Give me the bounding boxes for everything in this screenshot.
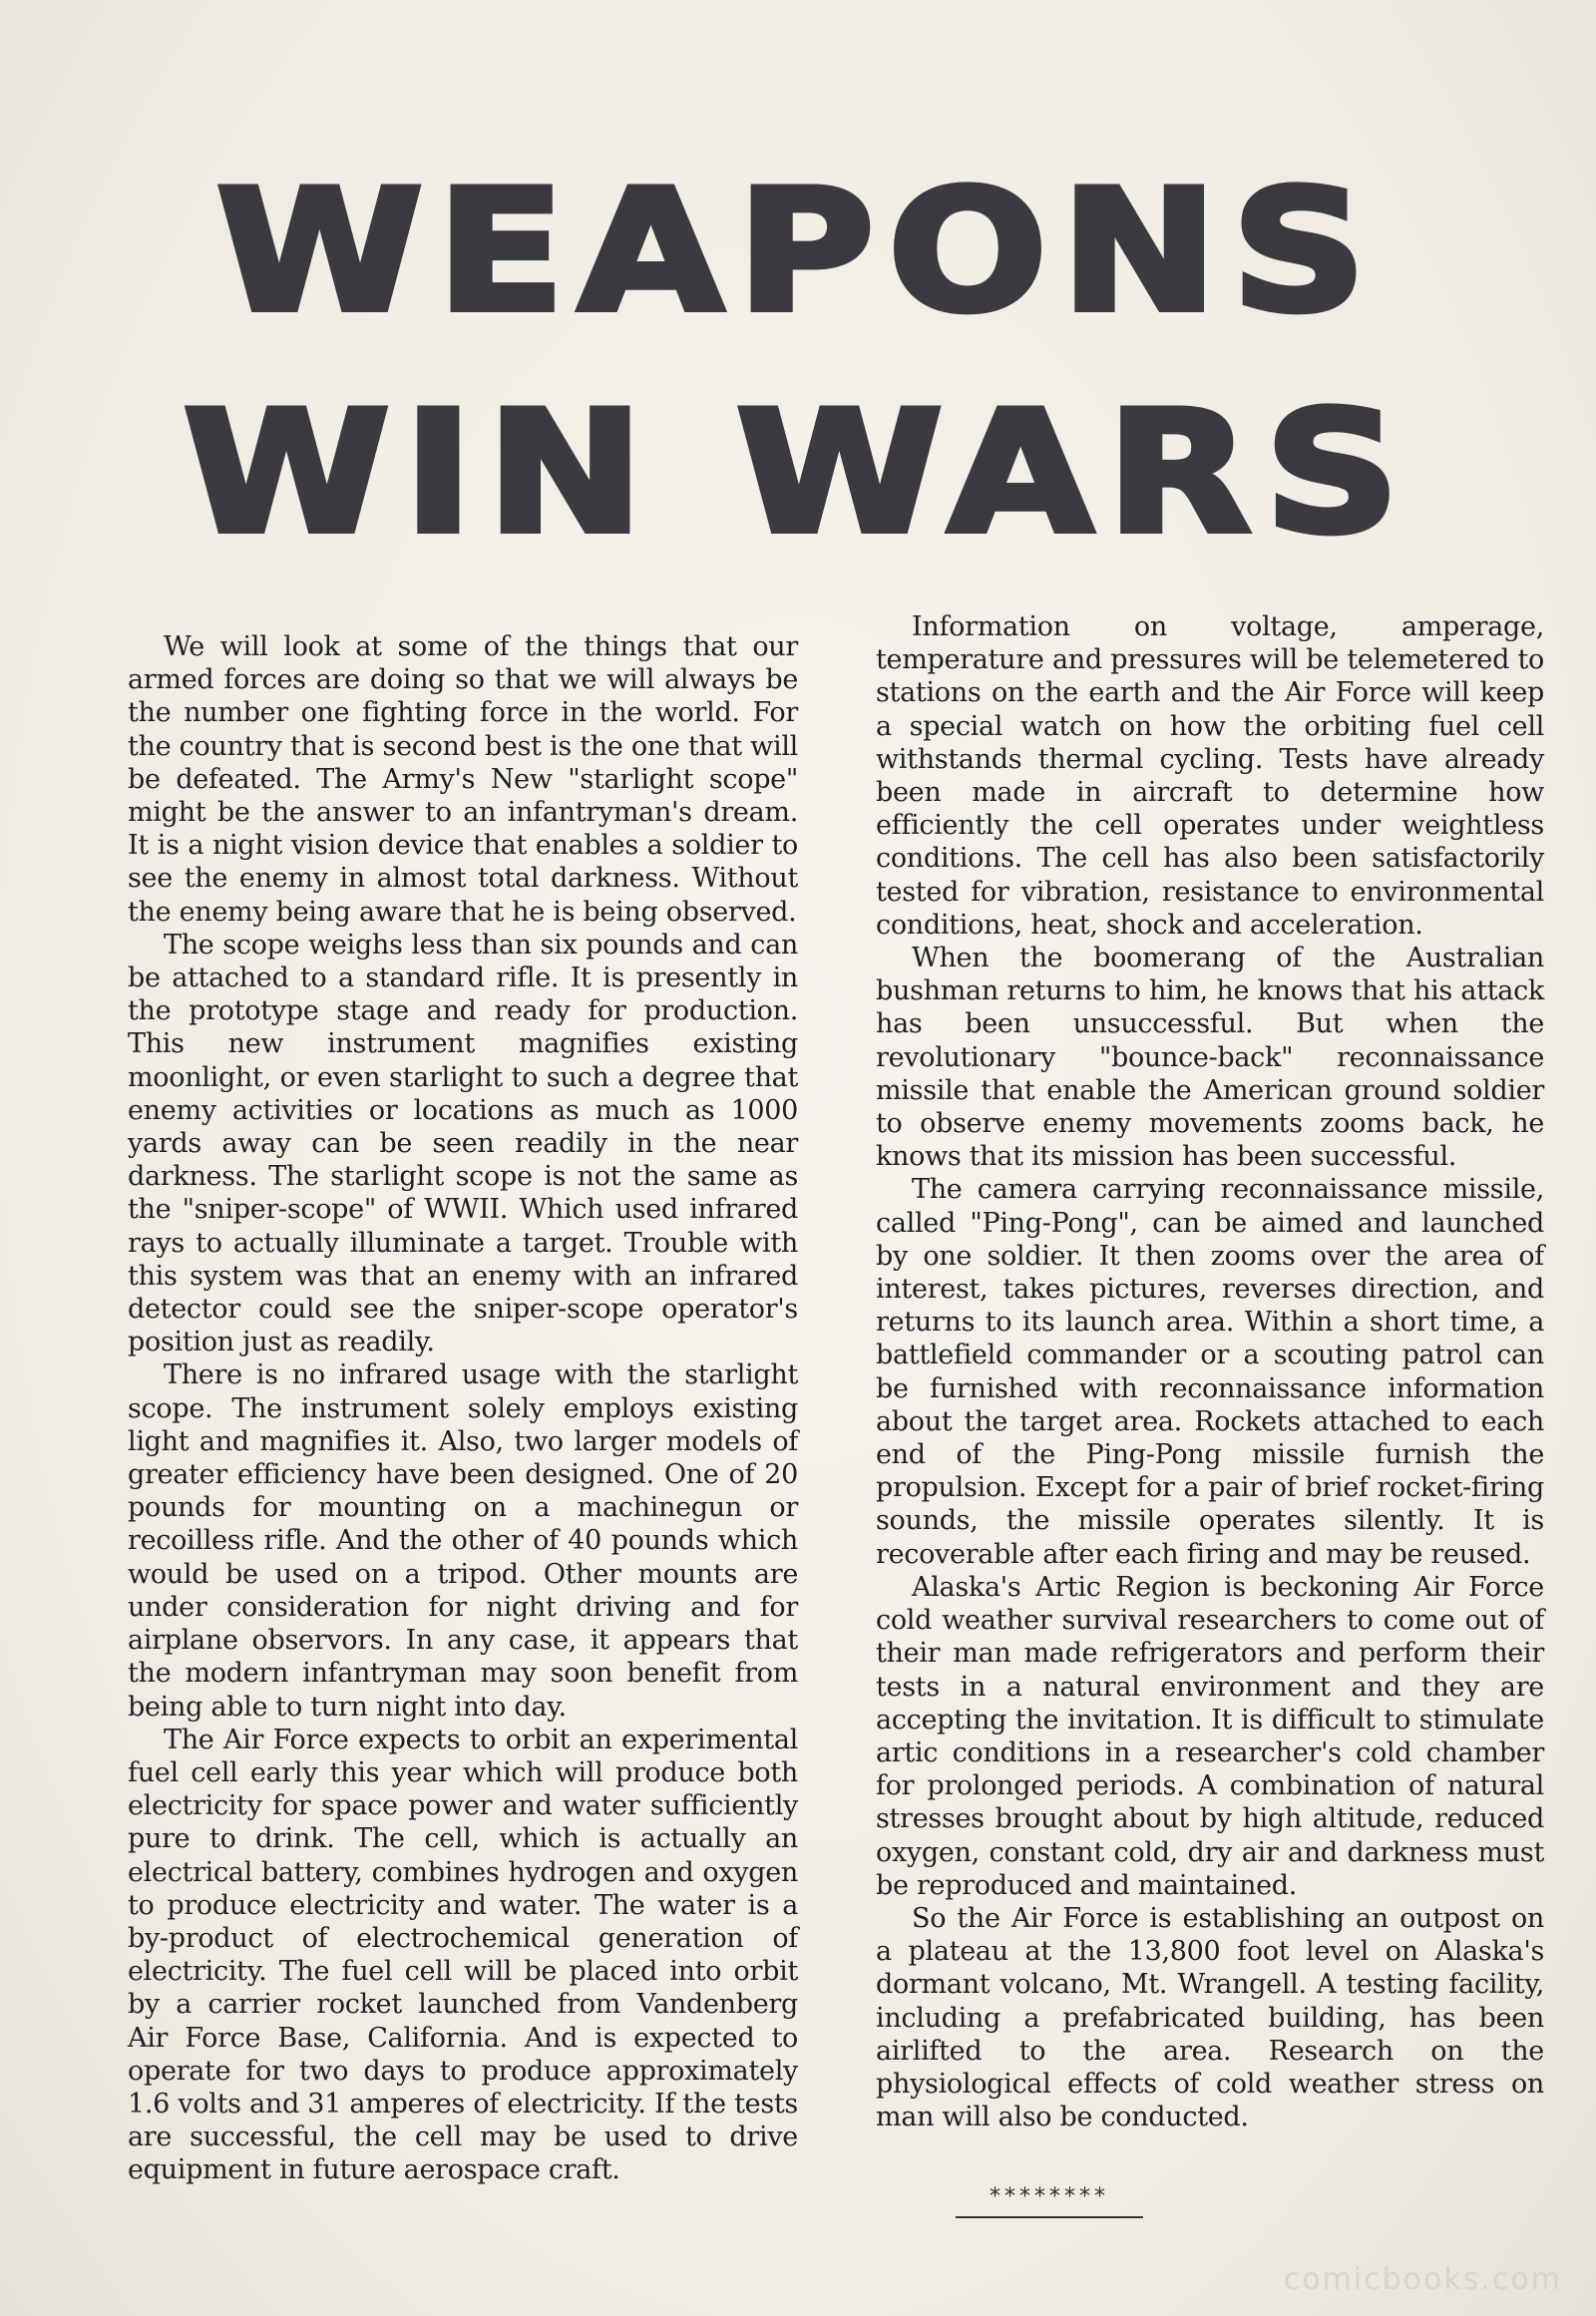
paragraph: Alaska's Artic Region is beckoning Air Force cold weather survival researchers to come out of their man made refrigerators and perform their tests in a natural environment and they are accepting the invitation. It is difficult to stimulate artic conditions in a researcher's cold chamber for prolonged periods. A combination of natural stresses brought about by high altitude, reduced oxygen, constant cold, dry air and darkness must be reproduced and maintained. [876, 1571, 1544, 1901]
paragraph: When the boomerang of the Australian bushman returns to him, he knows that his attack has been unsuccessful. But when the revolutionary "bounce-back" reconnaissance missile that enable the American ground soldier to observe enemy movements zooms back, he knows that its mission has been successful. [876, 943, 1544, 1173]
headline-line-2: WIN WARS [183, 375, 1413, 571]
paragraph: The camera carrying reconnaissance missile, called "Ping-Pong", can be aimed and launched by one soldier. It then zooms over the area of interest, takes pictures, reverses direction, and returns to its launch area. Within a short time, a battlefield commander or a scouting patrol can be furnished with reconnaissance information about the target area. Rockets attached to each end of the Ping-Pong missile furnish the propulsion. Except for a pair of brief rocket-firing sounds, the missile operates silently. It is recoverable after each firing and may be reused. [876, 1174, 1544, 1570]
headline-line-1: WEAPONS [215, 154, 1381, 349]
paragraph: We will look at some of the things that our armed forces are doing so that we will always be the number one fighting force in the world. For the country that is second best is the one that will be defeated. The Army's New "starlight scope" might be the answer to an infantryman's dream. It is a night vision device that enables a soldier to see the enemy in almost total darkness. Without the enemy being aware that he is being observed. [128, 631, 798, 928]
paragraph: Information on voltage, amperage, temperature and pressures will be telemetered to stations on the earth and the Air Force will keep a special watch on how the orbiting fuel cell withstands thermal cycling. Tests have already been made in aircraft to determine how efficiently the cell operates under weightless conditions. The cell has also been satisfactorily tested for vibration, resistance to environmental conditions, heat, shock and acceleration. [876, 611, 1544, 941]
end-mark-rule [956, 2216, 1143, 2218]
right-text-column [876, 610, 1544, 2133]
paragraph: The scope weighs less than six pounds and can be attached to a standard rifle. It is presently in the prototype stage and ready for production. This new instrument magnifies existing moonlight, or even starlight to such a degree that enemy activities or locations as much as 1000 yards away can be seen readily in the near darkness. The starlight scope is not the same as the "sniper-scope" of WWII. Which used infrared rays to actually illuminate a target. Trouble with this system was that an enemy with an infrared detector could see the sniper-scope operator's position just as readily. [128, 929, 798, 1358]
paragraph: So the Air Force is establishing an outpost on a plateau at the 13,800 foot level on Alaska's dormant volcano, Mt. Wrangell. A testing facility, including a prefabricated building, has been airlifted to the area. Research on the physiological effects of cold weather stress on man will also be conducted. [876, 1902, 1544, 2133]
watermark: comicbooks.com [1283, 2262, 1562, 2297]
paragraph: The Air Force expects to orbit an experimental fuel cell early this year which will produce both electricity for space power and water sufficiently pure to drink. The cell, which is actually an electrical battery, combines hydrogen and oxygen to produce electricity and water. The water is a by-product of electrochemical generation of electricity. The fuel cell will be placed into orbit by a carrier rocket launched from Vandenberg Air Force Base, California. And is expected to operate for two days to produce approximately 1.6 volts and 31 amperes of electricity. If the tests are successful, the cell may be used to drive equipment in future aerospace craft. [128, 1724, 798, 2186]
paragraph: There is no infrared usage with the starlight scope. The instrument solely employs existing light and magnifies it. Also, two larger models of greater efficiency have been designed. One of 20 pounds for mounting on a machinegun or recoilless rifle. And the other of 40 pounds which would be used on a tripod. Other mounts are under consideration for night driving and for airplane observors. In any case, it appears that the modern infantryman may soon benefit from being able to turn night into day. [128, 1359, 798, 1723]
end-mark-stars: ******** [990, 2184, 1109, 2209]
left-text-column [128, 630, 798, 2187]
